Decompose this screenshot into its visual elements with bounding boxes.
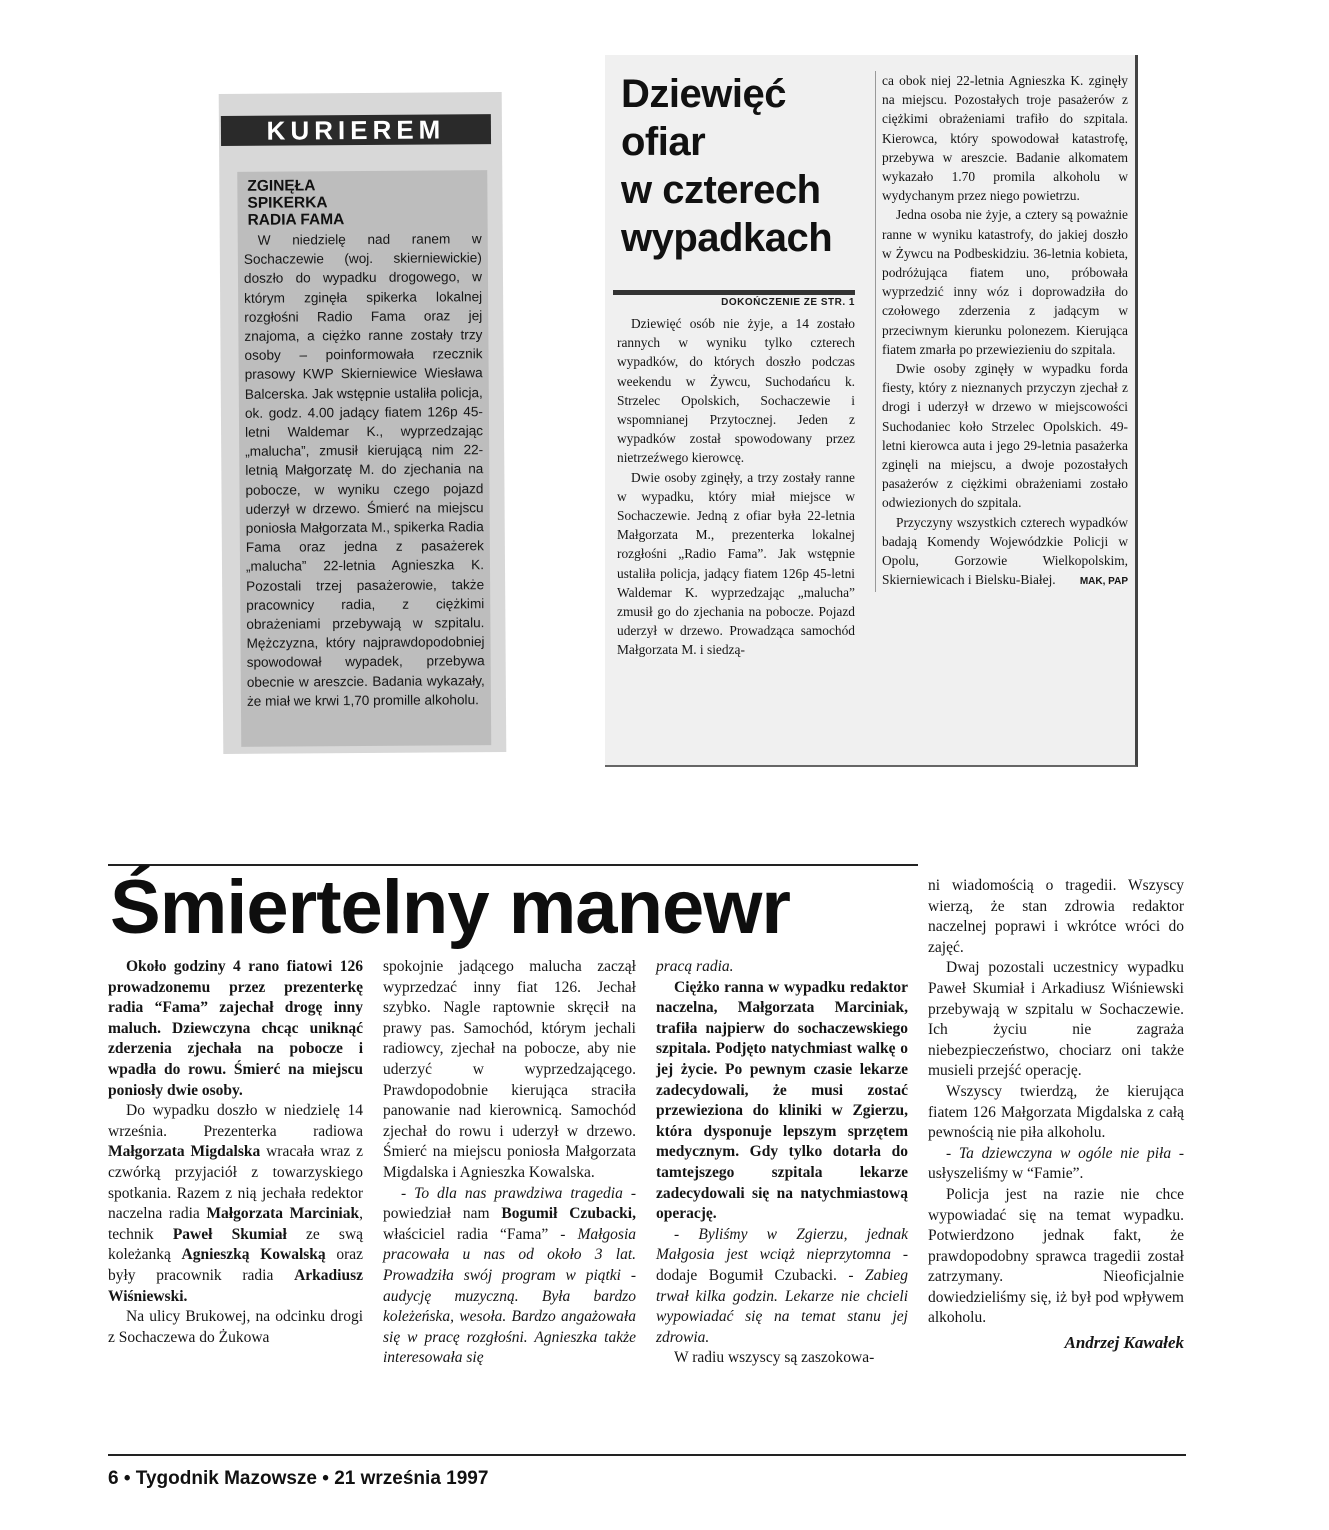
kurierem-headline-line: ZGINĘŁA (247, 177, 316, 195)
quote: - Byliśmy w Zgierzu, jednak Małgosia jest wciąż nieprzytomna (656, 1225, 908, 1264)
kurierem-text: W niedzielę nad ranem w Sochaczewie (woj. skierniewickie) doszło do wypadku drogowego, w którym zginęła spikerka lokalnej rozgłośni Radio Fama oraz jej znajoma, a ciężko ranne zostały trzy osoby – poinformowała rzecznik prasowy KWP Skierniewice Wiesława Balcerska. Jak wstępnie ustaliła policja, ok. godz. 4.00 jadący fiatem 126p 45-letni Waldemar K., wyprzedzając „malucha”, zmusił kierującą nim 22-letnią Małgorzatę M. do zjechania na pobocze, w wyniku czego pojazd uderzył w drzewo. Śmierć na miejscu poniosła Małgorzata M., spikerka Radia Fama oraz jedna z pasażerek „malucha” 22-letnia Agnieszka K. Pozostali trzej pasażerowie, także pracownicy radia, z ciężkimi obrażeniami przebywają w szpitalu. Mężczyzna, który najprawdopodobniej spowodował wypadek, przebywa obecnie w areszcie. Badania wykazały, że miał we krwi 1,70 promille alkoholu. (243, 231, 485, 709)
dz-headline-line: w czterech (621, 168, 821, 212)
kurierem-banner: KURIEREM (221, 114, 491, 146)
text-run: właściciel radia “Fama” - (383, 1225, 578, 1243)
paragraph: Wszyscy twierdzą, że kierująca fiatem 126 Małgorzata Migdalska z całą pewnością nie piła alkoholu. (928, 1082, 1184, 1142)
author-byline: Andrzej Kawałek (1064, 1333, 1184, 1353)
paragraph: W radiu wszyscy są zaszokowa- (674, 1349, 875, 1367)
dz-headline-line: Dziewięć (621, 72, 786, 116)
quote: pracą radia. (656, 958, 734, 975)
paragraph (656, 957, 908, 978)
text-run: Do wypadku doszło w niedzielę 14 września. Prezenterka radiowa (108, 1102, 363, 1140)
dz-continued-label: DOKOŃCZENIE ZE STR. 1 (613, 290, 855, 308)
paragraph: ca obok niej 22-letnia Agnieszka K. zginęły na miejscu. Pozostałych troje pasażerów z ciężkimi obrażeniami trafiło do szpitala. Kierowca, który spowodował katastrofę, przebywa w areszcie. Badanie alkomatem wykazało 1.70 promila alkoholu w wydychanym przez niego powietrzu. (882, 73, 1128, 204)
paragraph: Dziewięć osób nie żyje, a 14 zostało rannych w wyniku tylko czterech wypadków, do których doszło podczas weekendu w Żywcu, Suchodańcu k. Strzelec Opolskich, Sochaczewie i wspomnianej Przytocznej. Jeden z wypadków został spowodowany przez nietrzeźwego kierowcę. (617, 316, 855, 466)
kurierem-headline (247, 176, 487, 229)
paragraph (928, 1144, 1184, 1185)
dz-headline-line: ofiar (621, 120, 706, 164)
quote: - Zabieg trwał kilka godzin. Lekarze nie chcieli wypowiadać się na temat stanu jej zdrowia. (656, 1266, 909, 1346)
article-column-3 (656, 957, 908, 1369)
kurierem-headline-line: RADIA FAMA (247, 211, 345, 229)
text-run: oraz były pracownik radia (108, 1246, 364, 1284)
text-run: - dodaje Bogumił Czubacki. (656, 1246, 908, 1284)
clipping-dziewiec-ofiar (605, 55, 1138, 767)
paragraph (383, 1184, 636, 1369)
dz-headline-line: wypadkach (621, 216, 833, 260)
paragraph: Dwie osoby zginęły, a trzy zostały ranne w wypadku, który miał miejsce w Sochaczewie. Jedną z ofiar była 22-letnia Małgorzata M., prezenterka lokalnej rozgłośni „Radio Fama”. Jak wstępnie ustaliła policja, jadący fiatem 126p 45-letni Waldemar K. wyprzedzając „malucha” zmusił go do zjechania na pobocze. Pojazd uderzył w drzewo. Prowadząca samochód Małgorzata M. i siedzą- (617, 469, 855, 658)
person-name: Agnieszką Kowalską (181, 1246, 326, 1264)
paragraph: ni wiadomością o tragedii. Wszyscy wierzą, że stan zdrowia redaktor naczelnej poprawi i wkrótce wróci do zajęć. (928, 877, 1184, 956)
dz-headline (621, 70, 855, 262)
main-headline: Śmiertelny manewr (110, 865, 790, 950)
person-name: Małgorzata Migdalska (108, 1143, 261, 1161)
bold-paragraph: Ciężko ranna w wypadku redaktor naczelna, Małgorzata Marciniak, trafiła najpierw do sochaczewskiego szpitala. Podjęto natychmiast walkę o jej życie. Po pewnym czasie lekarze zadecydowali, że musi zostać przewieziona do kliniki w Zgierzu, która dysponuje lepszym sprzętem medycznym. Gdy tylko dotarła do tamtejszego szpitala lekarze zadecydowali się na natychmiastową operację. (656, 978, 908, 1223)
lead-paragraph: Około godziny 4 rano fiatowi 126 prowadzonemu przez prezenterkę radia “Fama” zajechał drogę inny maluch. Dziewczyna chcąc uniknąć zderzenia zjechała na pobocze i wpadła do rowu. Śmierć na miejscu poniosły dwie osoby. (108, 958, 363, 1099)
text-run: ze swą koleżanką (108, 1225, 364, 1264)
article-column-1 (108, 957, 363, 1348)
dz-right-column (875, 71, 1128, 592)
dz-signature: MAK, PAP (1079, 576, 1128, 588)
paragraph: Dwie osoby zginęły w wypadku forda fiesty, który z nieznanych przyczyn zjechał z drogi i uderzył w drzewo w miejscowości Suchodaniec koło Strzelec Opolskich. 49-letni kierowca auta i jego 29-letnia pasażerka zginęli na miejscu, a dwoje pozostałych pasażerów z ciężkimi obrażeniami zostało odwiezionych do szpitala. (882, 361, 1128, 511)
paragraph: Jedna osoba nie żyje, a cztery są poważnie ranne w wyniku katastrofy, do jakiej doszło w Żywcu na Podbeskidziu. 36-letnia kobieta, podróżująca fiatem uno, próbowała wyprzedzić inny wóz i doprowadziła do czołowego zderzenia z jadącym w przeciwnym kierunku polonezem. Kierująca fiatem zmarła po przewiezieniu do szpitala. (882, 207, 1128, 357)
footer-rule (108, 1454, 1186, 1456)
quote: - To dla nas prawdziwa tragedia (401, 1184, 623, 1202)
dz-left-text (613, 314, 855, 660)
kurierem-headline-line: SPIKERKA (247, 194, 328, 212)
paragraph: Przyczyny wszystkich czterech wypadków badają Komendy Wojewódzkie Policji w Opolu, Gorzowie Wielkopolskim, Skierniewicach i Bielsku-Białej. (882, 514, 1128, 588)
person-name: Paweł Skumiał (172, 1225, 287, 1243)
clipping-kurierem (219, 92, 507, 754)
quote: - Ta dziewczyna w ogóle nie piła (946, 1144, 1172, 1162)
text-run: - usłyszeliśmy w “Famie”. (928, 1144, 1184, 1183)
page-footer: 6 • Tygodnik Mazowsze • 21 września 1997 (108, 1468, 489, 1489)
text-run: - powiedział nam (383, 1184, 636, 1223)
paragraph: Policja jest na razie nie chce wypowiadać się na temat wypadku. Potwierdzono jednak fakt, że prawdopodobny sprawca tragedii został zatrzymany. Nieoficjalnie dowiedzieliśmy się, iż był pod wpływem alkoholu. (928, 1185, 1184, 1327)
person-name: Małgorzata Marciniak (206, 1205, 360, 1223)
person-name: Bogumił Czubacki, (501, 1205, 636, 1223)
paragraph (108, 1101, 363, 1307)
quote: Małgosia pracowała u nas od około 3 lat. Prowadziła swój program w piątki - audycję muzyczną. Była bardzo koleżeńska, wesoła. Bardzo angażowała się w pracę rozgłośni. Agnieszka także interesowała się (383, 1225, 636, 1367)
article-column-4 (928, 876, 1184, 1354)
paragraph (656, 1225, 908, 1349)
paragraph: Na ulicy Brukowej, na odcinku drogi z Sochaczewa do Żukowa (108, 1308, 363, 1346)
kurierem-article (237, 170, 491, 747)
text-run: wracała wraz z czwórką przyjaciół z towarzyskiego spotkania. Razem z nią jechała redektor naczelna radia (108, 1143, 363, 1223)
article-column-2 (383, 957, 636, 1369)
paragraph: spokojnie jadącego malucha zaczął wyprzedzać inny fiat 126. Jechał szybko. Nagle raptownie skręcił na prawy pas. Samochód, którym jechali radiowcy, zjechał na pobocze, aby nie uderzyć w wyprzedzającego. Prawdopodobnie kierująca straciła panowanie nad kierownicą. Samochód zjechał do rowu i uderzył w drzewo. Śmierć na miejscu poniosła Małgorzata Migdalska i Agnieszka Kowalska. (383, 958, 636, 1181)
dz-left-column (613, 70, 855, 660)
text-run: , technik (108, 1205, 363, 1243)
paragraph: Dwaj pozostali uczestnicy wypadku Paweł Skumiał i Arkadiusz Wiśniewski przebywają w szpitalu w Sochaczewie. Ich życiu nie zagraża niebezpieczeństwo, chociarz oni także musieli przejść operację. (928, 959, 1184, 1080)
person-name: Arkadiusz Wiśniewski. (108, 1266, 363, 1305)
